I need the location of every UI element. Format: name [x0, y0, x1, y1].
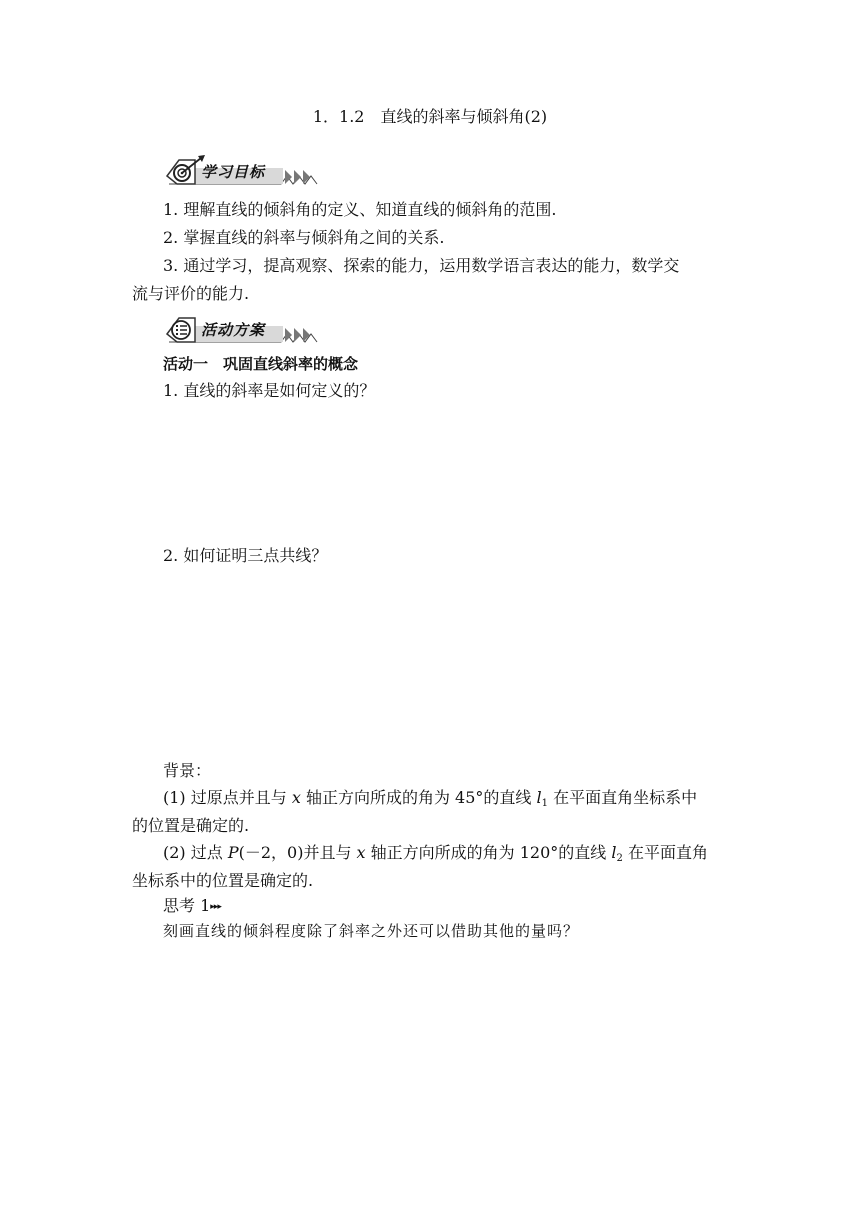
think1-label-text: 思考 1 — [163, 896, 211, 915]
background-label: 背景： — [163, 761, 212, 780]
background-p2-text-d: 在平面直角 — [622, 843, 708, 862]
think1-label — [163, 895, 221, 918]
background-p2-cont: 坐标系中的位置是确定的. — [132, 871, 314, 890]
math-subscript: 1 — [541, 798, 548, 809]
math-l: l — [536, 788, 542, 807]
goal-item-1: 1. 理解直线的倾斜角的定义、知道直线的倾斜角的范围. — [163, 200, 557, 219]
background-p2-text-a: (2) 过点 — [163, 843, 228, 862]
goal-item-2: 2. 掌握直线的斜率与倾斜角之间的关系. — [163, 228, 445, 247]
goals-banner — [163, 154, 323, 190]
math-x: x — [356, 843, 366, 862]
background-p1 — [163, 787, 697, 809]
background-p1-text-a: (1) 过原点并且与 — [163, 788, 292, 807]
background-p2 — [163, 842, 708, 864]
background-p1-text-c: 在平面直角坐标系中 — [548, 788, 698, 807]
activities-banner-label: 活动方案 — [201, 321, 266, 339]
goal-item-3-cont: 流与评价的能力. — [132, 284, 250, 303]
background-p1-cont: 的位置是确定的. — [132, 816, 250, 835]
background-p1-text-b: 轴正方向所成的角为 45°的直线 — [300, 788, 537, 807]
activities-banner — [163, 312, 323, 348]
math-l: l — [611, 843, 617, 862]
triple-arrow-icon: ▸▸▸ — [210, 902, 221, 912]
goals-banner-label: 学习目标 — [201, 163, 266, 181]
activity1-heading: 活动一 巩固直线斜率的概念 — [163, 355, 359, 373]
question-1: 1. 直线的斜率是如何定义的？ — [163, 381, 376, 400]
think1-question: 刻画直线的倾斜程度除了斜率之外还可以借助其他的量吗？ — [163, 922, 580, 940]
math-subscript: 2 — [616, 853, 623, 864]
math-P: P — [227, 843, 239, 862]
goal-item-3: 3. 通过学习，提高观察、探索的能力，运用数学语言表达的能力，数学交 — [163, 256, 680, 275]
background-p2-text-b: (－2，0)并且与 — [238, 843, 357, 862]
math-x: x — [291, 788, 301, 807]
question-2: 2. 如何证明三点共线？ — [163, 546, 328, 565]
page-title: 1．1.2 直线的斜率与倾斜角(2) — [312, 107, 548, 126]
background-p2-text-c: 轴正方向所成的角为 120°的直线 — [365, 843, 612, 862]
